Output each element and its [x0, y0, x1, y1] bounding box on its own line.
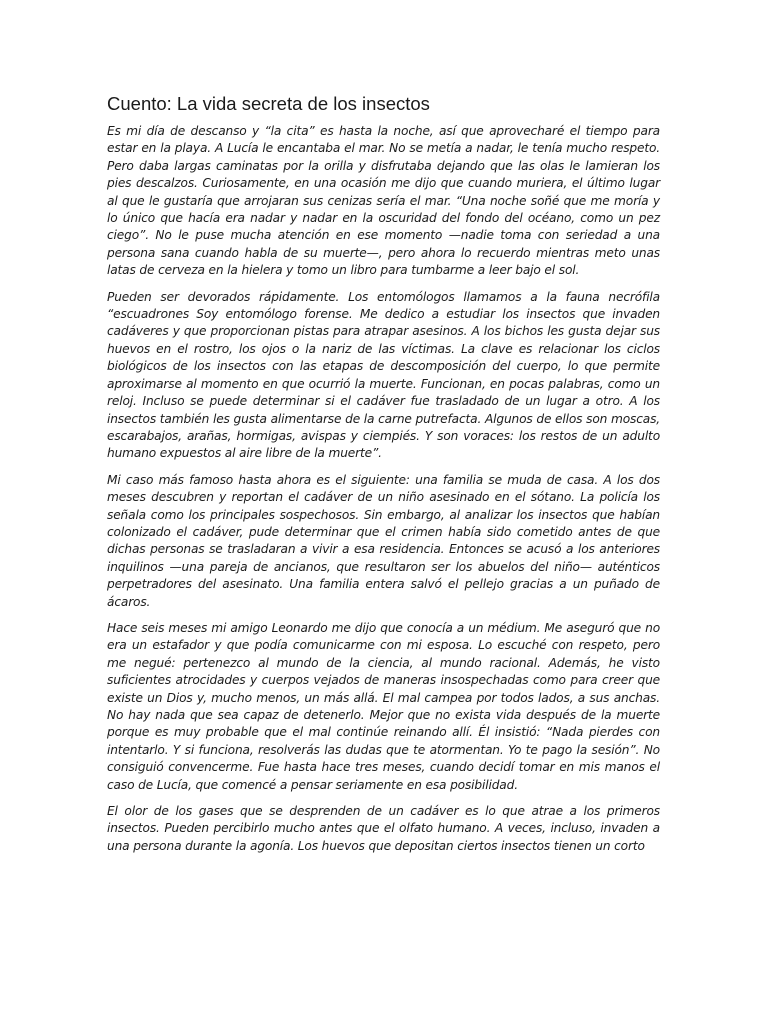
document-title: Cuento: La vida secreta de los insectos [107, 93, 430, 114]
document-body [107, 123, 660, 864]
paragraph: El olor de los gases que se desprenden de un cadáver es lo que atrae a los primeros insectos. Pueden percibirlo mucho antes que el olfato humano. A veces, incluso, invaden a una persona durante la agonía. Los huevos que depositan ciertos insectos tienen un corto [107, 804, 660, 853]
paragraph: Es mi día de descanso y “la cita” es hasta la noche, así que aprovecharé el tiempo para estar en la playa. A Lucía le encantaba el mar. No se metía a nadar, le tenía mucho respeto. Pero daba largas caminatas por la orilla y disfrutaba dejando que las olas le lamieran los pies descalzos. Curiosamente, en una ocasión me dijo que cuando muriera, el último lugar al que le gustaría que arrojaran sus cenizas sería el mar. “Una noche soñé que me moría y lo único que hacía era nadar y nadar en la oscuridad del fondo del océano, como un pez ciego”. No le puse mucha atención en ese momento —nadie toma con seriedad a una persona sana cuando habla de su muerte—, pero ahora lo recuerdo mientras meto unas latas de cerveza en la hielera y tomo un libro para tumbarme a leer bajo el sol. [107, 124, 660, 278]
paragraph: Mi caso más famoso hasta ahora es el siguiente: una familia se muda de casa. A los dos meses descubren y reportan el cadáver de un niño asesinado en el sótano. La policía los señala como los principales sospechosos. Sin embargo, al analizar los insectos que habían colonizado el cadáver, pude determinar que el crimen había sido cometido antes de que dichas personas se trasladaran a vivir a esa residencia. Entonces se acusó a los anteriores inquilinos —una pareja de ancianos, que resultaron ser los abuelos del niño— auténticos perpetradores del asesinato. Una familia entera salvó el pellejo gracias a un puñado de ácaros. [107, 472, 660, 609]
paragraph: Pueden ser devorados rápidamente. Los entomólogos llamamos a la fauna necrófila “escuadrones Soy entomólogo forense. Me dedico a estudiar los insectos que invaden cadáveres y que proporcionan pistas para atrapar asesinos. A los bichos les gusta dejar sus huevos en el rostro, los ojos o la nariz de las víctimas. La clave es relacionar los ciclos biológicos de los insectos con las etapas de descomposición del cuerpo, lo que permite aproximarse al momento en que ocurrió la muerte. Funcionan, en pocas palabras, como un reloj. Incluso se puede determinar si el cadáver fue trasladado de un lugar a otro. A los insectos también les gusta alimentarse de la carne putrefacta. Algunos de ellos son moscas, escarabajos, arañas, hormigas, avispas y ciempiés. Y son voraces: los restos de un adulto humano expuestos al aire libre de la muerte”. [107, 289, 660, 461]
paragraph: Hace seis meses mi amigo Leonardo me dijo que conocía a un médium. Me aseguró que no era un estafador y que podía comunicarme con mi esposa. Lo escuché con respeto, pero me negué: pertenezco al mundo de la ciencia, al mundo racional. Además, he visto suficientes atrocidades y cuerpos vejados de maneras insospechadas como para creer que existe un Dios y, mucho menos, un más allá. El mal campea por todos lados, a sus anchas. No hay nada que sea capaz de detenerlo. Mejor que no exista vida después de la muerte porque es muy probable que el mal continúe reinando allí. Él insistió: “Nada pierdes con intentarlo. Y si funciona, resolverás las dudas que te atormentan. Yo te pago la sesión”. No consiguió convencerme. Fue hasta hace tres meses, cuando decidí tomar en mis manos el caso de Lucía, que comencé a pensar seriamente en esa posibilidad. [107, 620, 660, 792]
